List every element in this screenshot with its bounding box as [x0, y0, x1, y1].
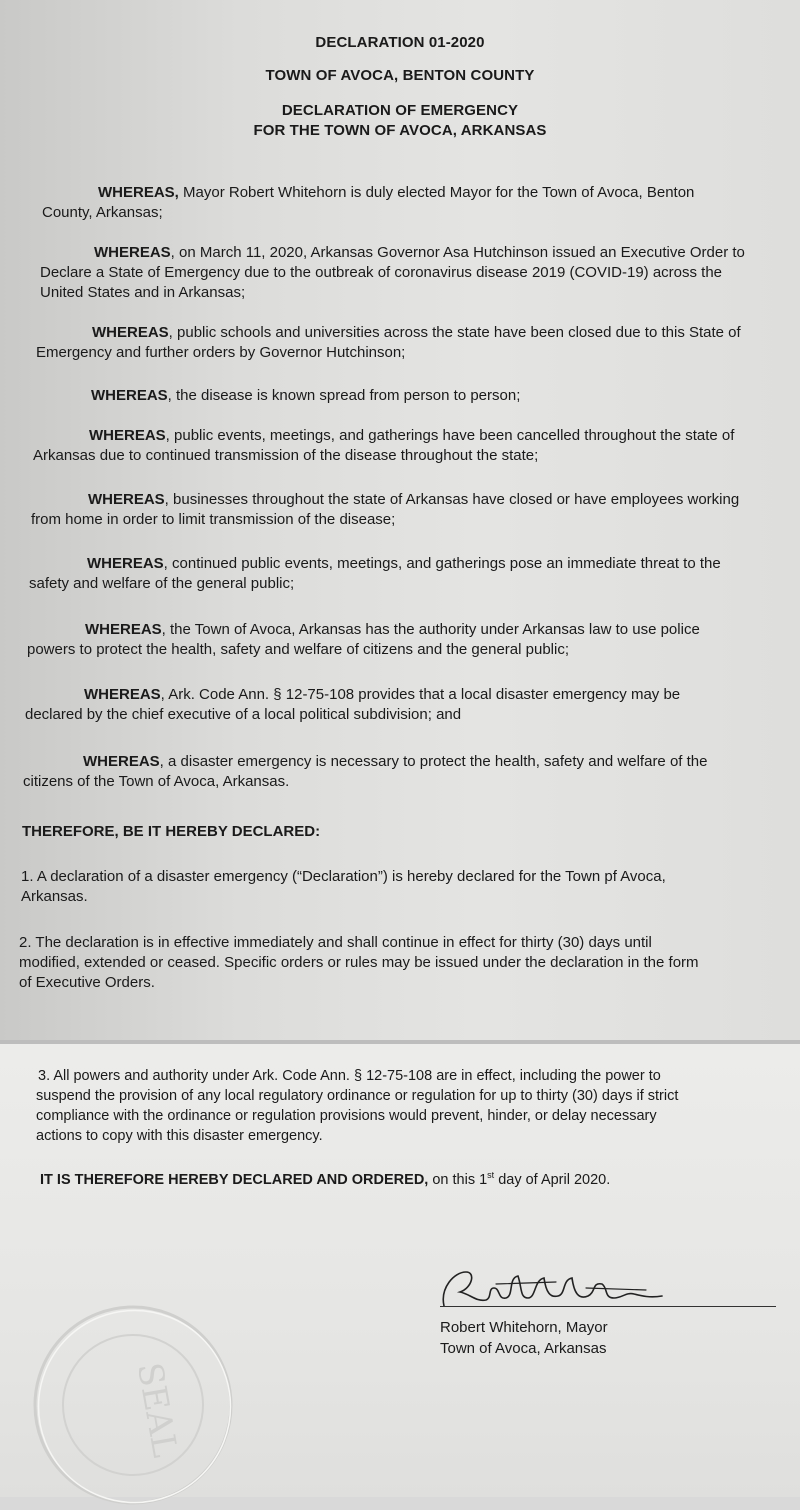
item-text: 3. All powers and authority under Ark. Code Ann. § 12-75-108 are in effect, including the power to	[38, 1068, 661, 1084]
whereas-text: from home in order to limit transmission of the disease;	[31, 511, 396, 528]
item-text: suspend the provision of any local regulatory ordinance or regulation for up to thirty (30) days if strict	[36, 1088, 679, 1104]
whereas-paragraph: WHEREAS, on March 11, 2020, Arkansas Governor Asa Hutchinson issued an Executive Order to Declare a State of Emergency due to the outbreak of coronavirus disease 2019 (COVID-19) across the United States and in Arkansas;	[40, 243, 790, 303]
whereas-text: safety and welfare of the general public;	[29, 575, 295, 592]
item-text: Arkansas.	[21, 888, 88, 905]
embossed-seal	[28, 1300, 238, 1510]
whereas-text: powers to protect the health, safety and welfare of citizens and the general public;	[27, 641, 569, 658]
title-line-2: FOR THE TOWN OF AVOCA, ARKANSAS	[253, 122, 547, 139]
whereas-text: public events, meetings, and gatherings have been cancelled throughout the state of	[174, 427, 735, 444]
signatory-office: Town of Avoca, Arkansas	[440, 1340, 607, 1357]
whereas-paragraph: WHEREAS, public schools and universities across the state have been closed due to this State of Emergency and further orders by Governor Hutchinson;	[36, 323, 791, 363]
whereas-text: County, Arkansas;	[42, 204, 163, 221]
item-text: actions to copy with this disaster emergency.	[36, 1128, 323, 1144]
whereas-text: Mayor Robert Whitehorn is duly elected Mayor for the Town of Avoca, Benton	[183, 184, 695, 201]
closing-statement	[40, 1170, 780, 1190]
whereas-text: the disease is known spread from person to person;	[176, 387, 521, 404]
whereas-paragraph: WHEREAS, continued public events, meetings, and gatherings pose an immediate threat to the safety and welfare of the general public;	[29, 554, 794, 594]
whereas-text: on March 11, 2020, Arkansas Governor Asa Hutchinson issued an Executive Order to	[179, 244, 745, 261]
item-text: 1. A declaration of a disaster emergency (“Declaration”) is hereby declared for the Town pf Avoca,	[21, 868, 666, 885]
closing-bold: IT IS THEREFORE HEREBY DECLARED AND ORDERED,	[40, 1172, 429, 1188]
whereas-paragraph: WHEREAS, the Town of Avoca, Arkansas has the authority under Arkansas law to use police powers to protect the health, safety and welfare of citizens and the general public;	[27, 620, 792, 660]
whereas-text: Emergency and further orders by Governor Hutchinson;	[36, 344, 406, 361]
whereas-text: a disaster emergency is necessary to protect the health, safety and welfare of the	[168, 753, 708, 770]
item-1	[21, 867, 796, 907]
whereas-keyword: WHEREAS	[89, 427, 166, 444]
whereas-keyword: WHEREAS	[84, 686, 161, 703]
whereas-text: public schools and universities across the state have been closed due to this State of	[177, 324, 741, 341]
whereas-paragraph: WHEREAS, the disease is known spread from person to person;	[91, 387, 521, 404]
whereas-text: United States and in Arkansas;	[40, 284, 246, 301]
declaration-number: DECLARATION 01-2020	[315, 34, 485, 51]
item-text: of Executive Orders.	[19, 974, 155, 991]
whereas-text: continued public events, meetings, and gatherings pose an immediate threat to the	[172, 555, 721, 572]
whereas-keyword: WHEREAS	[94, 244, 171, 261]
item-text: modified, extended or ceased. Specific orders or rules may be issued under the declaration in the form	[19, 954, 699, 971]
closing-post: day of April 2020.	[494, 1172, 611, 1188]
seal-text: SEAL	[128, 1359, 185, 1461]
therefore-heading: THEREFORE, BE IT HEREBY DECLARED:	[22, 823, 321, 840]
item-text: 2. The declaration is in effective immediately and shall continue in effect for thirty (30) days until	[19, 934, 652, 951]
whereas-paragraph: WHEREAS, a disaster emergency is necessary to protect the health, safety and welfare of the citizens of the Town of Avoca, Arkansas.	[23, 752, 793, 792]
signatory-name: Robert Whitehorn, Mayor	[440, 1319, 608, 1336]
closing-pre: on this 1	[428, 1172, 488, 1188]
whereas-keyword: WHEREAS	[83, 753, 160, 770]
signature-line	[440, 1306, 776, 1307]
whereas-keyword: WHEREAS	[85, 621, 162, 638]
title-line-1: DECLARATION OF EMERGENCY	[281, 102, 519, 119]
whereas-paragraph: WHEREAS, Ark. Code Ann. § 12-75-108 provides that a local disaster emergency may be declared by the chief executive of a local political subdivision; and	[25, 685, 790, 725]
whereas-keyword: WHEREAS	[87, 555, 164, 572]
item-3	[36, 1066, 786, 1146]
whereas-text: businesses throughout the state of Arkansas have closed or have employees working	[173, 491, 740, 508]
item-text: compliance with the ordinance or regulation provisions would prevent, hinder, or delay necessary	[36, 1108, 657, 1124]
whereas-keyword: WHEREAS	[88, 491, 165, 508]
signature-scribble	[436, 1258, 696, 1318]
whereas-text: citizens of the Town of Avoca, Arkansas.	[23, 773, 290, 790]
town-county: TOWN OF AVOCA, BENTON COUNTY	[265, 67, 535, 84]
whereas-text: Ark. Code Ann. § 12-75-108 provides that a local disaster emergency may be	[168, 686, 681, 703]
whereas-paragraph: WHEREAS, businesses throughout the state of Arkansas have closed or have employees working from home in order to limit transmission of the disease;	[31, 490, 796, 530]
whereas-paragraph: WHEREAS, Mayor Robert Whitehorn is duly elected Mayor for the Town of Avoca, Benton County, Arkansas;	[42, 183, 782, 223]
whereas-text: Declare a State of Emergency due to the outbreak of coronavirus disease 2019 (COVID-19) across the	[40, 264, 723, 281]
whereas-paragraph: WHEREAS, public events, meetings, and gatherings have been cancelled throughout the state of Arkansas due to continued transmission of the disease throughout the state;	[33, 426, 793, 466]
whereas-text: declared by the chief executive of a local political subdivision; and	[25, 706, 462, 723]
whereas-text: the Town of Avoca, Arkansas has the authority under Arkansas law to use police	[170, 621, 700, 638]
whereas-keyword: WHEREAS	[98, 184, 175, 201]
closing-sup: st	[487, 1170, 495, 1181]
whereas-text: Arkansas due to continued transmission of the disease throughout the state;	[33, 447, 539, 464]
item-2	[19, 933, 797, 993]
whereas-keyword: WHEREAS	[91, 387, 168, 404]
whereas-keyword: WHEREAS	[92, 324, 169, 341]
